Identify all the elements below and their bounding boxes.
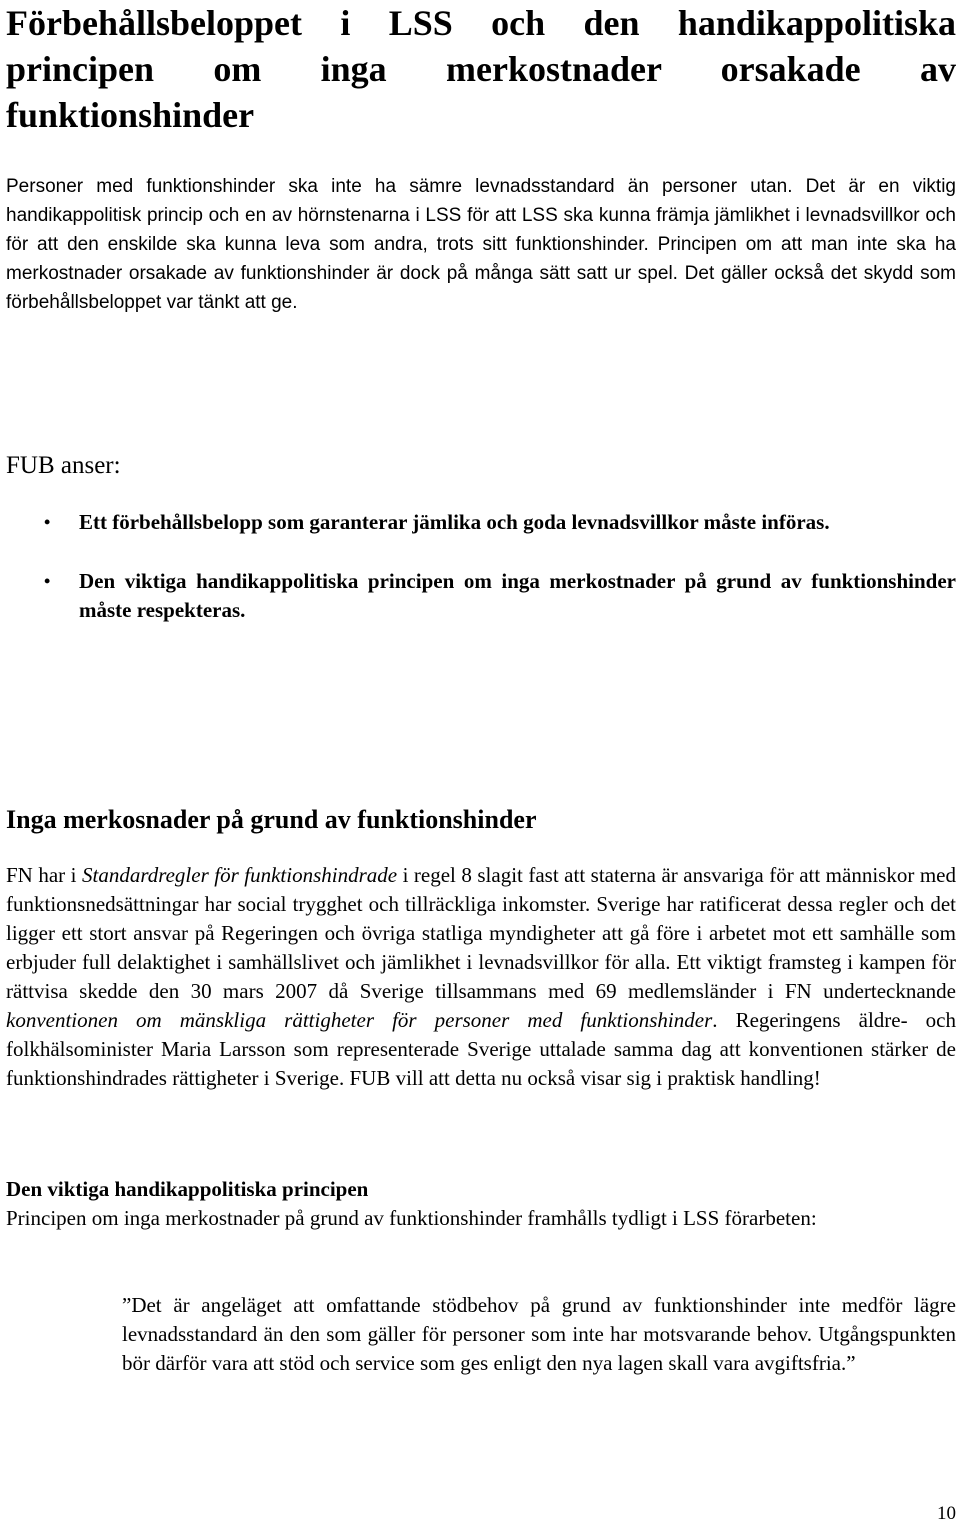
bullet-icon: • bbox=[44, 512, 51, 532]
intro-paragraph: Personer med funktionshinder ska inte ha sämre levnadsstandard än personer utan. Det är en viktig handikappolitisk princip och en av hörnstenarna i LSS för att LSS ska kunna främja jämlikhet i levnadsvillkor och för att den enskilde ska kunna leva som andra, trots sitt funktionshinder. Principen om att man inte ska ha merkostnader orsakade av funktionshinder är dock på många sätt satt ur spel. Det gäller också det skydd som förbehållsbeloppet var tänkt att ge. bbox=[6, 176, 956, 313]
section-paragraph bbox=[6, 861, 956, 1093]
bullet-item-2 bbox=[6, 567, 956, 625]
page-number: 10 bbox=[937, 1503, 956, 1524]
bullet-text-1: Ett förbehållsbelopp som garanterar jämlika och goda levnadsvillkor måste införas. bbox=[79, 510, 830, 534]
principle-heading: Den viktiga handikappolitiska principen bbox=[6, 1177, 369, 1201]
principle-paragraph: Principen om inga merkostnader på grund av funktionshinder framhålls tydligt i LSS förarbeten: bbox=[6, 1206, 817, 1230]
bullet-text-2: Den viktiga handikappolitiska principen om inga merkostnader på grund av funktionshinder måste respekteras. bbox=[79, 569, 956, 622]
section-text-part-3: . Regeringens äldre- och folkhälsominister Maria Larsson som representerade Sverige uttalade samma dag att konventionen stärker de funktionshindrades rättigheter i Sverige. FUB vill att detta nu också visar sig i praktisk handling! bbox=[6, 1008, 956, 1090]
section-italic-standardregler: Standardregler för funktionshindrade bbox=[81, 863, 398, 887]
section-text-part-1: FN har i bbox=[6, 863, 82, 887]
bullet-item-1 bbox=[6, 508, 956, 537]
section-italic-konventionen: konventionen om mänskliga rättigheter för personer med funktionshinder bbox=[6, 1008, 713, 1032]
fub-heading: FUB anser: bbox=[6, 452, 121, 479]
bullet-icon: • bbox=[44, 571, 51, 591]
document-title: Förbehållsbeloppet i LSS och den handikappolitiska principen om inga merkostnader orsakade av funktionshinder bbox=[6, 3, 956, 135]
fub-bullet-list bbox=[6, 508, 956, 655]
principle-quote: ”Det är angeläget att omfattande stödbehov på grund av funktionshinder inte medför lägre levnadsstandard än den som gäller för personer som inte har motsvarande behov. Utgångspunkten bör därför vara att stöd och service som ges enligt den nya lagen skall vara avgiftsfria.” bbox=[122, 1293, 956, 1375]
section-heading: Inga merkosnader på grund av funktionshinder bbox=[6, 805, 537, 834]
section-text-part-2: i regel 8 slagit fast att staterna är ansvariga för att människor med funktionsnedsättningar har social trygghet och tillräckliga inkomster. Sverige har ratificerat dessa regler och det ligger ett stort ansvar på Regeringen och övriga statliga myndigheter att gå före i arbetet mot ett samhälle som erbjuder full delaktighet i samhällslivet och jämlikhet i levnadsvillkor för alla. Ett viktigt framsteg i kampen för rättvisa skedde den 30 mars 2007 då Sverige tillsammans med 69 medlemsländer i FN undertecknande bbox=[6, 863, 956, 1003]
